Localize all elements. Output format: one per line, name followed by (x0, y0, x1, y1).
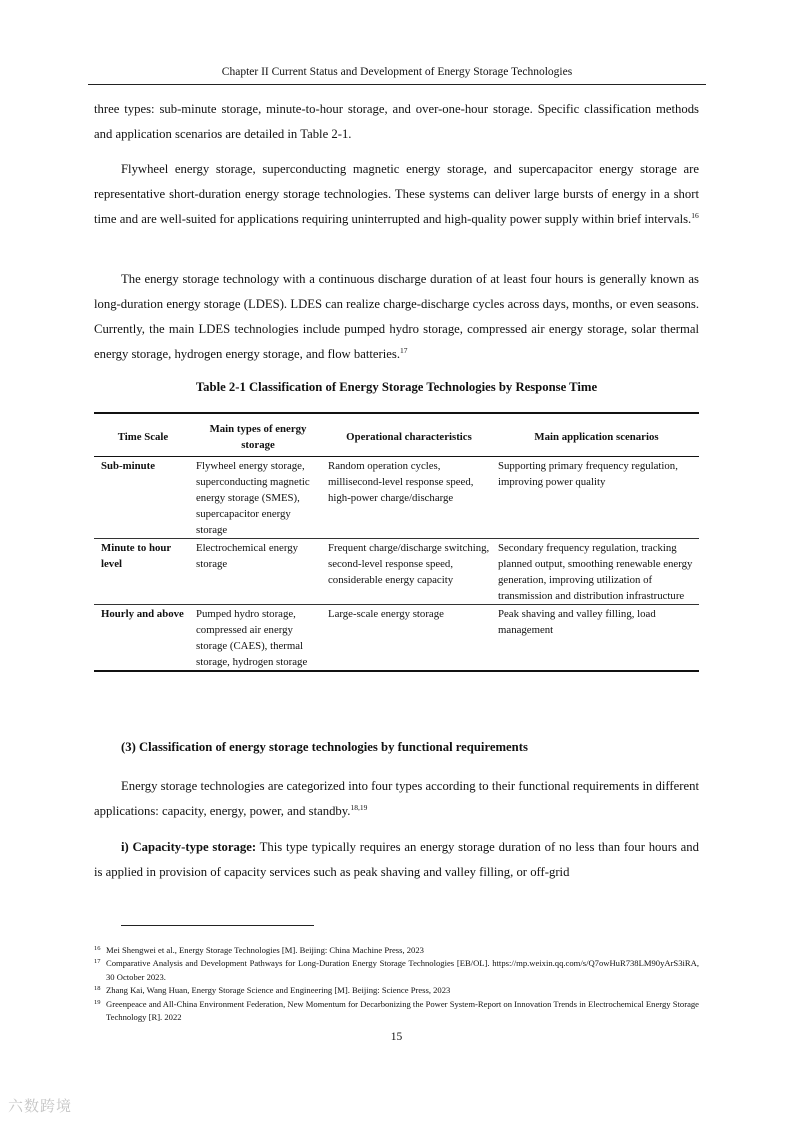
col-header-characteristics: Operational characteristics (324, 413, 494, 457)
paragraph-5-lead: i) Capacity-type storage: (121, 840, 257, 854)
table-cell: Peak shaving and valley filling, load management (494, 605, 699, 672)
table-title: Table 2-1 Classification of Energy Storage Technologies by Response Time (195, 380, 598, 394)
footnote-separator (121, 925, 314, 926)
section-heading: (3) Classification of energy storage technologies by functional requirements (121, 740, 528, 754)
paragraph-3: The energy storage technology with a continuous discharge duration of at least four hours is generally known as long-duration energy storage (LDES). LDES can realize charge-discharge cycles across days, months, or even seasons. Currently, the main LDES technologies include pumped hydro storage, compressed air energy storage, solar thermal energy storage, hydrogen energy storage, and flow batteries.$^{17}$ (94, 272, 699, 361)
paragraph-5: i) Capacity-type storage: This type typically requires an energy storage duration of no less than four hours and is applied in provision of capacity services such as peak shaving and valley filling, or off-grid (94, 840, 699, 879)
page-number: 15 (390, 1031, 403, 1043)
table-cell: Minute to hour level (94, 539, 192, 605)
footnotes (94, 944, 699, 1024)
table-cell: Electrochemical energy storage (192, 539, 324, 605)
table-cell: Hourly and above (94, 605, 192, 672)
classification-table (94, 412, 699, 672)
table-cell: Pumped hydro storage, compressed air energy storage (CAES), thermal storage, hydrogen storage (192, 605, 324, 672)
table-cell: Secondary frequency regulation, tracking planned output, smoothing renewable energy generation, improving utilization of transmission and distribution infrastructure (494, 539, 699, 605)
paragraph-1: three types: sub-minute storage, minute-to-hour storage, and over-one-hour storage. Specific classification methods and application scenarios are detailed in Table 2-1. (94, 102, 699, 141)
table-header-row (94, 413, 699, 457)
footnote-ref-17: 17 (400, 345, 408, 355)
footnote-ref-18-19: 18,19 (350, 802, 368, 812)
footnote: 19 Greenpeace and All-China Environment Federation, New Momentum for Decarbonizing the Power System-Report on Innovation Trends in Electrochemical Energy Storage Technology [R]. 2022 (94, 998, 699, 1023)
table-cell: Flywheel energy storage, superconducting magnetic energy storage (SMES), supercapacitor energy storage (192, 457, 324, 539)
table-cell: Supporting primary frequency regulation, improving power quality (494, 457, 699, 539)
col-header-time-scale: Time Scale (94, 413, 192, 457)
footnote: 17 Comparative Analysis and Development Pathways for Long-Duration Energy Storage Technologies [EB/OL]. https://mp.weixin.qq.com/s/Q7owHuR738LM90yArS3iRA, 30 October 2023. (94, 958, 699, 982)
running-header: Chapter II Current Status and Development of Energy Storage Technologies (221, 66, 573, 78)
table-row (94, 605, 699, 672)
footnote: 16 Mei Shengwei et al., Energy Storage Technologies [M]. Beijing: China Machine Press, 2023 (94, 945, 424, 955)
table-cell: Sub-minute (94, 457, 192, 539)
header-rule (88, 84, 706, 85)
table-cell: Random operation cycles, millisecond-level response speed, high-power charge/discharge (324, 457, 494, 539)
footnote: 18 Zhang Kai, Wang Huan, Energy Storage Science and Engineering [M]. Beijing: Science Press, 2023 (94, 985, 451, 996)
table-row (94, 539, 699, 605)
table-row (94, 457, 699, 539)
table-cell: Frequent charge/discharge switching, second-level response speed, considerable energy capacity (324, 539, 494, 605)
paragraph-2: Flywheel energy storage, superconducting magnetic energy storage, and supercapacitor energy storage are representative short-duration energy storage technologies. These systems can deliver large bursts of energy in a short time and are well-suited for applications requiring uninterrupted and high-quality power supply within brief intervals.$^{16}$ (94, 162, 699, 226)
table-cell: Large-scale energy storage (324, 605, 494, 672)
paragraph-4: Energy storage technologies are categorized into four types according to their functional requirements in different applications: capacity, energy, power, and standby.$^{18,19}$ (94, 779, 699, 818)
col-header-scenarios: Main application scenarios (494, 413, 699, 457)
watermark-logo: 六数跨境 (8, 1097, 73, 1115)
footnote-ref-16: 16 (691, 210, 699, 220)
col-header-storage-types: Main types of energy storage (192, 413, 324, 457)
